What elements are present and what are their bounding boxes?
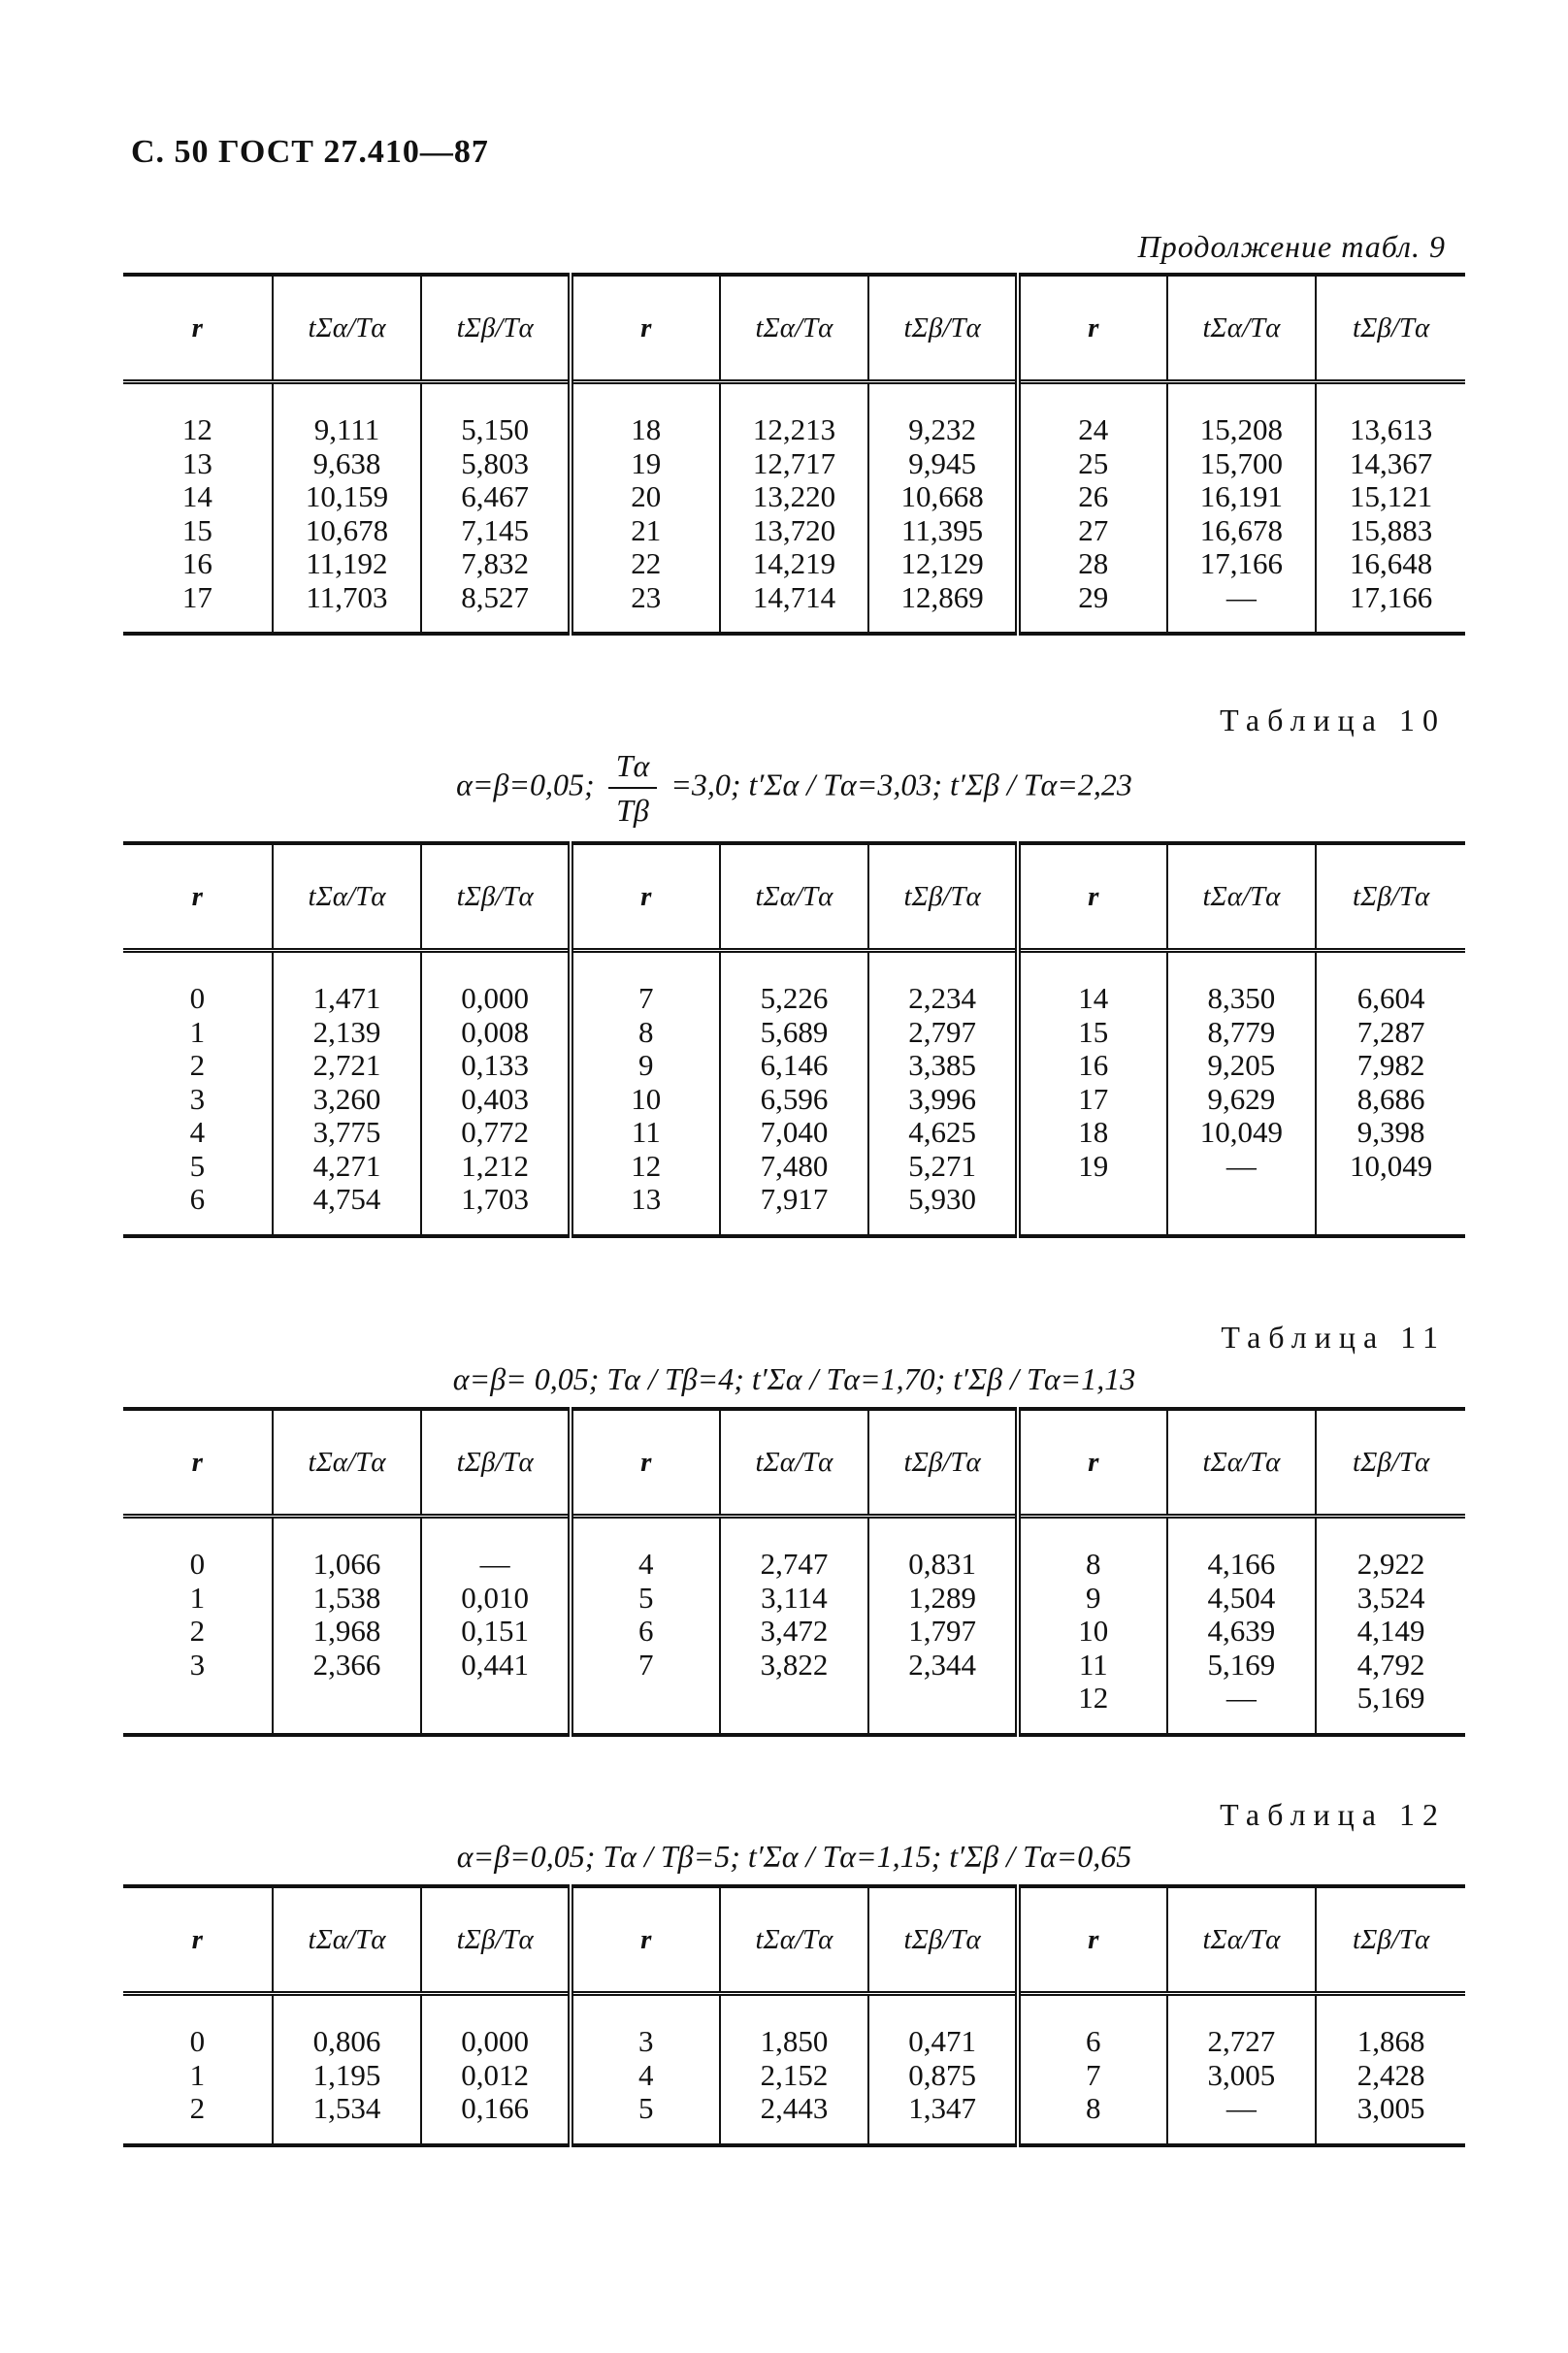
col-header-t-sigma-beta: tΣβ/Tα <box>421 275 571 382</box>
col-header-t-sigma-beta: tΣβ/Tα <box>868 1409 1018 1517</box>
col-header-t-sigma-alpha: tΣα/Tα <box>1167 1409 1317 1517</box>
t-sigma-beta-values: 9,232 9,945 10,668 11,395 12,129 12,869 <box>868 382 1018 635</box>
table-10-caption: Таблица 10 <box>1220 703 1446 737</box>
ratio-fraction <box>608 744 658 832</box>
fraction-denominator: Tβ <box>616 793 649 828</box>
col-header-r: r <box>123 1886 273 1994</box>
table-12-block <box>123 1797 1465 2147</box>
r-values: 12 13 14 15 16 17 <box>181 412 212 614</box>
col-header-t-sigma-beta: tΣβ/Tα <box>868 843 1018 951</box>
t-sigma-beta-values: 5,150 5,803 6,467 7,145 7,832 8,527 <box>421 382 571 635</box>
col-header-r: r <box>123 843 273 951</box>
r-values: 0 1 2 3 4 5 6 <box>189 981 206 1216</box>
t-sigma-alpha-values: 1,066 1,538 1,968 2,366 <box>273 1517 422 1735</box>
page-header: С. 50 ГОСТ 27.410—87 <box>131 134 489 170</box>
col-header-r: r <box>1018 1886 1167 1994</box>
col-header-t-sigma-alpha: tΣα/Tα <box>720 1409 869 1517</box>
r-values: 0 1 2 3 <box>189 1547 206 1682</box>
col-header-t-sigma-alpha: tΣα/Tα <box>273 843 422 951</box>
r-values: 0 1 2 <box>189 2024 206 2125</box>
col-header-t-sigma-beta: tΣβ/Tα <box>1316 1886 1465 1994</box>
table-body-row <box>123 1517 1465 1735</box>
table-10-conditions <box>123 744 1465 832</box>
r-values: 24 25 26 27 28 29 <box>1018 382 1167 635</box>
t-sigma-alpha-values: 4,166 4,504 4,639 5,169 — <box>1167 1517 1317 1735</box>
col-header-r: r <box>571 275 720 382</box>
r-values: 8 9 10 11 12 <box>1018 1517 1167 1735</box>
t-sigma-beta-values: 0,000 0,008 0,133 0,403 0,772 1,212 1,703 <box>421 951 571 1236</box>
t-sigma-alpha-values: 0,806 1,195 1,534 <box>273 1994 422 2145</box>
col-header-t-sigma-beta: tΣβ/Tα <box>868 1886 1018 1994</box>
table-12 <box>123 1884 1465 2147</box>
t-sigma-alpha-values: 5,226 5,689 6,146 6,596 7,040 7,480 7,917 <box>720 951 869 1236</box>
col-header-t-sigma-alpha: tΣα/Tα <box>1167 843 1317 951</box>
table-12-caption: Таблица 12 <box>1220 1797 1446 1832</box>
t-sigma-beta-values: 6,604 7,287 7,982 8,686 9,398 10,049 <box>1316 951 1465 1236</box>
table-12-conditions: α=β=0,05; Tα / Tβ=5; t′Σα / Tα=1,15; t′Σβ / Tα=0,65 <box>456 1839 1132 1874</box>
table-10 <box>123 841 1465 1238</box>
t-sigma-beta-values: 13,613 14,367 15,121 15,883 16,648 17,166 <box>1316 382 1465 635</box>
table-header-row <box>123 1409 1465 1517</box>
table-body-row <box>123 382 1465 635</box>
col-header-t-sigma-alpha: tΣα/Tα <box>1167 1886 1317 1994</box>
r-values: 4 5 6 7 <box>571 1517 720 1735</box>
t-sigma-beta-values: 2,234 2,797 3,385 3,996 4,625 5,271 5,930 <box>868 951 1018 1236</box>
r-values: 6 7 8 <box>1018 1994 1167 2145</box>
t-sigma-alpha-values: 2,727 3,005 — <box>1167 1994 1317 2145</box>
r-values: 3 4 5 <box>571 1994 720 2145</box>
table-body-row <box>123 951 1465 1236</box>
table-10-block <box>123 703 1465 1238</box>
t-sigma-alpha-values: 15,208 15,700 16,191 16,678 17,166 — <box>1167 382 1317 635</box>
col-header-t-sigma-beta: tΣβ/Tα <box>1316 275 1465 382</box>
col-header-t-sigma-alpha: tΣα/Tα <box>273 1409 422 1517</box>
col-header-t-sigma-alpha: tΣα/Tα <box>273 1886 422 1994</box>
t-sigma-alpha-values: 2,747 3,114 3,472 3,822 <box>720 1517 869 1735</box>
col-header-t-sigma-beta: tΣβ/Tα <box>421 1409 571 1517</box>
table-header-row <box>123 843 1465 951</box>
t-sigma-alpha-values: 12,213 12,717 13,220 13,720 14,219 14,714 <box>720 382 869 635</box>
table-11 <box>123 1407 1465 1737</box>
t-sigma-beta-values: 0,000 0,012 0,166 <box>421 1994 571 2145</box>
table-11-caption: Таблица 11 <box>1221 1320 1446 1355</box>
col-header-r: r <box>123 1409 273 1517</box>
col-header-t-sigma-alpha: tΣα/Tα <box>273 275 422 382</box>
table-9 <box>123 273 1465 636</box>
t-sigma-beta-values: 1,868 2,428 3,005 <box>1316 1994 1465 2145</box>
col-header-t-sigma-beta: tΣβ/Tα <box>1316 843 1465 951</box>
table-9-caption: Продолжение табл. 9 <box>1137 229 1446 264</box>
col-header-t-sigma-beta: tΣβ/Tα <box>868 275 1018 382</box>
table-11-block <box>123 1320 1465 1737</box>
col-header-r: r <box>571 843 720 951</box>
r-values: 18 19 20 21 22 23 <box>571 382 720 635</box>
col-header-t-sigma-beta: tΣβ/Tα <box>421 843 571 951</box>
col-header-r: r <box>571 1886 720 1994</box>
t-sigma-beta-values: 0,471 0,875 1,347 <box>868 1994 1018 2145</box>
col-header-r: r <box>123 275 273 382</box>
col-header-t-sigma-alpha: tΣα/Tα <box>1167 275 1317 382</box>
table-header-row <box>123 275 1465 382</box>
t-sigma-beta-values: 0,831 1,289 1,797 2,344 <box>868 1517 1018 1735</box>
table-11-conditions: α=β= 0,05; Tα / Tβ=4; t′Σα / Tα=1,70; t′Σβ / Tα=1,13 <box>452 1361 1136 1396</box>
t-sigma-beta-values: 2,922 3,524 4,149 4,792 5,169 <box>1316 1517 1465 1735</box>
table-header-row <box>123 1886 1465 1994</box>
col-header-r: r <box>571 1409 720 1517</box>
table-9-block <box>123 229 1465 636</box>
col-header-r: r <box>1018 843 1167 951</box>
fraction-numerator: Tα <box>608 744 658 789</box>
r-values: 14 15 16 17 18 19 <box>1018 951 1167 1236</box>
col-header-t-sigma-beta: tΣβ/Tα <box>421 1886 571 1994</box>
col-header-t-sigma-alpha: tΣα/Tα <box>720 1886 869 1994</box>
col-header-t-sigma-alpha: tΣα/Tα <box>720 843 869 951</box>
cond-prefix: α=β=0,05; <box>456 767 595 802</box>
t-sigma-alpha-values: 9,111 9,638 10,159 10,678 11,192 11,703 <box>273 382 422 635</box>
cond-suffix: =3,0; t′Σα / Tα=3,03; t′Σβ / Tα=2,23 <box>670 767 1132 802</box>
t-sigma-alpha-values: 1,850 2,152 2,443 <box>720 1994 869 2145</box>
t-sigma-alpha-values: 1,471 2,139 2,721 3,260 3,775 4,271 4,754 <box>273 951 422 1236</box>
col-header-r: r <box>1018 1409 1167 1517</box>
col-header-r: r <box>1018 275 1167 382</box>
col-header-t-sigma-alpha: tΣα/Tα <box>720 275 869 382</box>
r-values: 7 8 9 10 11 12 13 <box>571 951 720 1236</box>
col-header-t-sigma-beta: tΣβ/Tα <box>1316 1409 1465 1517</box>
t-sigma-alpha-values: 8,350 8,779 9,205 9,629 10,049 — <box>1167 951 1317 1236</box>
table-body-row <box>123 1994 1465 2145</box>
t-sigma-beta-values: — 0,010 0,151 0,441 <box>421 1517 571 1735</box>
